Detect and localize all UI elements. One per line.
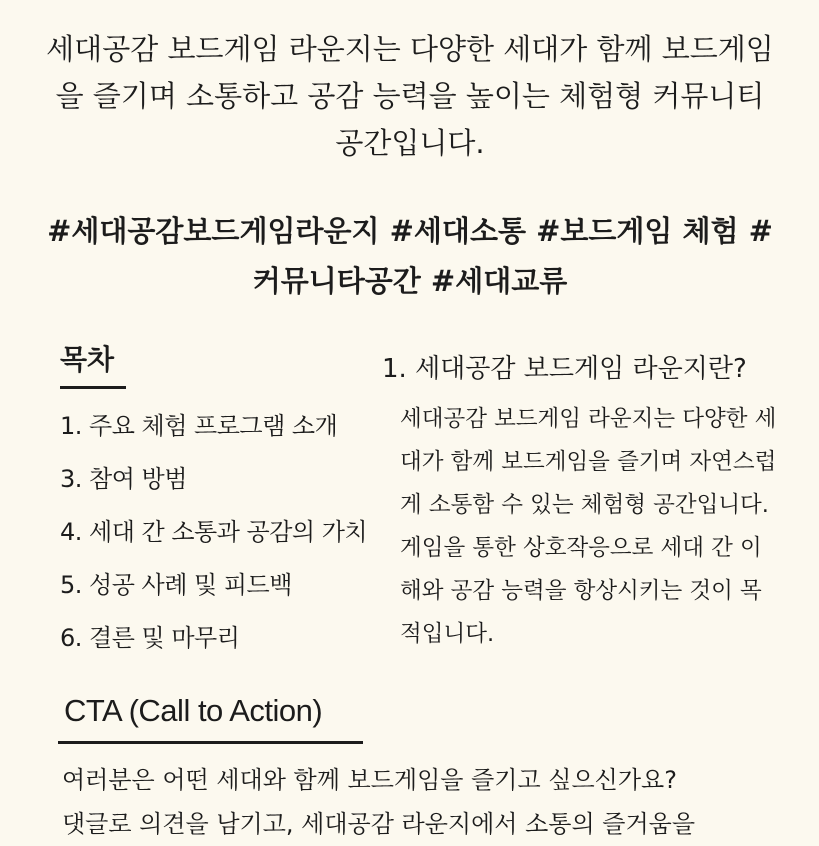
- toc-heading: 목차: [60, 343, 115, 376]
- cta-underline: [58, 741, 363, 744]
- toc-item: 6. 결른 및 마무리: [60, 624, 240, 652]
- cta-body: [62, 758, 802, 846]
- cta-line: 댓글로 의견을 남기고, 세대공감 라운지에서 소통의 즐거움을: [62, 810, 696, 838]
- toc-item: 5. 성공 사례 및 피드백: [60, 571, 292, 599]
- section-body: 세대공감 보드게임 라운지는 다양한 세대가 함께 보드게임을 즐기며 자연스럽게 소통함 수 있는 체험형 공간입니다. 게임을 통한 상호작응으로 세대 간 이해와 공감 능력을 항상시키는 것이 목적입니다.: [400, 406, 777, 647]
- toc-underline: [60, 386, 126, 389]
- hashtags: #세대공감보드게임라운지 #세대소통 #보드게임 체험 #커뮤니타공간 #세대교류: [47, 214, 773, 298]
- cta-line: 여러분은 어떤 세대와 함께 보드게임을 즐기고 싶으신가요?: [62, 766, 677, 794]
- intro-paragraph: 세대공감 보드게임 라운지는 다양한 세대가 함께 보드게임을 즐기며 소통하고 공감 능력을 높이는 체험형 커뮤니티 공간입니다.: [46, 32, 774, 160]
- toc-item: 3. 참여 방범: [60, 465, 187, 493]
- toc-item: 4. 세대 간 소통과 공감의 가치: [60, 518, 368, 546]
- section-heading: 1. 세대공감 보드게임 라운지란?: [382, 354, 747, 384]
- cta-heading: CTA (Call to Action): [64, 693, 323, 728]
- toc-item: 1. 주요 체험 프로그램 소개: [60, 412, 338, 440]
- toc-list: [60, 400, 367, 665]
